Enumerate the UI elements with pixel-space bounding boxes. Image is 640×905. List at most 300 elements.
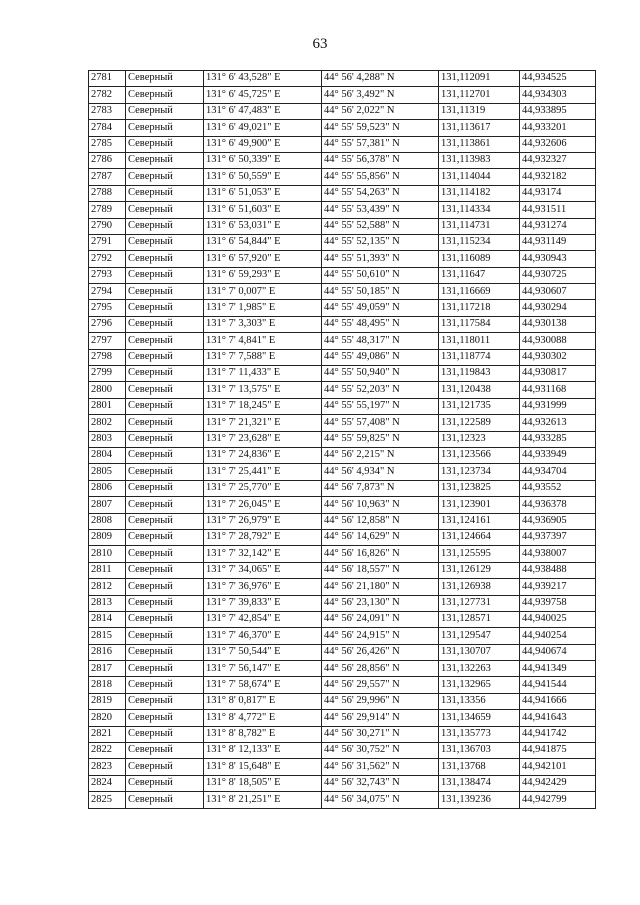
latitude-dms-cell: 44° 56' 2,215" N bbox=[322, 447, 439, 463]
table-row bbox=[89, 398, 596, 414]
table-row bbox=[89, 595, 596, 611]
latitude-dms-cell: 44° 55' 54,263" N bbox=[322, 185, 439, 201]
point-number-cell: 2798 bbox=[89, 349, 126, 365]
latitude-decimal-cell: 44,942429 bbox=[520, 775, 596, 791]
latitude-decimal-cell: 44,941742 bbox=[520, 726, 596, 742]
coordinates-table-body bbox=[89, 71, 596, 809]
latitude-decimal-cell: 44,940025 bbox=[520, 611, 596, 627]
latitude-decimal-cell: 44,930294 bbox=[520, 300, 596, 316]
table-row bbox=[89, 529, 596, 545]
table-row bbox=[89, 775, 596, 791]
latitude-dms-cell: 44° 56' 26,426" N bbox=[322, 644, 439, 660]
latitude-decimal-cell: 44,933285 bbox=[520, 431, 596, 447]
latitude-decimal-cell: 44,93552 bbox=[520, 480, 596, 496]
latitude-decimal-cell: 44,931168 bbox=[520, 382, 596, 398]
area-name-cell: Северный bbox=[126, 152, 204, 168]
longitude-dms-cell: 131° 7' 11,433" E bbox=[204, 366, 322, 382]
area-name-cell: Северный bbox=[126, 87, 204, 103]
area-name-cell: Северный bbox=[126, 349, 204, 365]
table-row bbox=[89, 677, 596, 693]
area-name-cell: Северный bbox=[126, 726, 204, 742]
latitude-decimal-cell: 44,930607 bbox=[520, 284, 596, 300]
point-number-cell: 2819 bbox=[89, 693, 126, 709]
point-number-cell: 2796 bbox=[89, 316, 126, 332]
latitude-decimal-cell: 44,933201 bbox=[520, 120, 596, 136]
table-row bbox=[89, 513, 596, 529]
longitude-decimal-cell: 131,114334 bbox=[439, 202, 520, 218]
point-number-cell: 2805 bbox=[89, 464, 126, 480]
longitude-dms-cell: 131° 6' 43,528" E bbox=[204, 71, 322, 87]
table-row bbox=[89, 120, 596, 136]
longitude-decimal-cell: 131,13356 bbox=[439, 693, 520, 709]
latitude-decimal-cell: 44,930725 bbox=[520, 267, 596, 283]
latitude-decimal-cell: 44,936378 bbox=[520, 497, 596, 513]
latitude-decimal-cell: 44,939758 bbox=[520, 595, 596, 611]
table-row bbox=[89, 251, 596, 267]
point-number-cell: 2806 bbox=[89, 480, 126, 496]
latitude-decimal-cell: 44,934704 bbox=[520, 464, 596, 480]
longitude-decimal-cell: 131,125595 bbox=[439, 546, 520, 562]
longitude-dms-cell: 131° 7' 32,142" E bbox=[204, 546, 322, 562]
longitude-decimal-cell: 131,11319 bbox=[439, 103, 520, 119]
table-row bbox=[89, 431, 596, 447]
longitude-dms-cell: 131° 8' 8,782" E bbox=[204, 726, 322, 742]
point-number-cell: 2797 bbox=[89, 333, 126, 349]
longitude-decimal-cell: 131,129547 bbox=[439, 628, 520, 644]
longitude-dms-cell: 131° 7' 50,544" E bbox=[204, 644, 322, 660]
latitude-dms-cell: 44° 55' 53,439" N bbox=[322, 202, 439, 218]
longitude-decimal-cell: 131,117218 bbox=[439, 300, 520, 316]
area-name-cell: Северный bbox=[126, 743, 204, 759]
point-number-cell: 2807 bbox=[89, 497, 126, 513]
point-number-cell: 2809 bbox=[89, 529, 126, 545]
area-name-cell: Северный bbox=[126, 185, 204, 201]
area-name-cell: Северный bbox=[126, 251, 204, 267]
longitude-decimal-cell: 131,132263 bbox=[439, 661, 520, 677]
table-row bbox=[89, 103, 596, 119]
latitude-dms-cell: 44° 55' 52,203" N bbox=[322, 382, 439, 398]
longitude-decimal-cell: 131,134659 bbox=[439, 710, 520, 726]
longitude-dms-cell: 131° 7' 0,007" E bbox=[204, 284, 322, 300]
area-name-cell: Северный bbox=[126, 464, 204, 480]
latitude-decimal-cell: 44,934525 bbox=[520, 71, 596, 87]
longitude-decimal-cell: 131,117584 bbox=[439, 316, 520, 332]
point-number-cell: 2787 bbox=[89, 169, 126, 185]
latitude-decimal-cell: 44,933949 bbox=[520, 447, 596, 463]
longitude-decimal-cell: 131,130707 bbox=[439, 644, 520, 660]
longitude-dms-cell: 131° 7' 26,979" E bbox=[204, 513, 322, 529]
area-name-cell: Северный bbox=[126, 169, 204, 185]
latitude-decimal-cell: 44,932613 bbox=[520, 415, 596, 431]
longitude-decimal-cell: 131,135773 bbox=[439, 726, 520, 742]
longitude-dms-cell: 131° 7' 23,628" E bbox=[204, 431, 322, 447]
area-name-cell: Северный bbox=[126, 595, 204, 611]
latitude-decimal-cell: 44,938007 bbox=[520, 546, 596, 562]
table-row bbox=[89, 628, 596, 644]
latitude-dms-cell: 44° 55' 55,197" N bbox=[322, 398, 439, 414]
point-number-cell: 2808 bbox=[89, 513, 126, 529]
latitude-decimal-cell: 44,941544 bbox=[520, 677, 596, 693]
latitude-dms-cell: 44° 56' 4,288" N bbox=[322, 71, 439, 87]
table-row bbox=[89, 497, 596, 513]
latitude-dms-cell: 44° 56' 29,914" N bbox=[322, 710, 439, 726]
longitude-dms-cell: 131° 7' 26,045" E bbox=[204, 497, 322, 513]
longitude-dms-cell: 131° 7' 58,674" E bbox=[204, 677, 322, 693]
latitude-dms-cell: 44° 56' 18,557" N bbox=[322, 562, 439, 578]
latitude-decimal-cell: 44,941643 bbox=[520, 710, 596, 726]
longitude-dms-cell: 131° 6' 51,603" E bbox=[204, 202, 322, 218]
longitude-dms-cell: 131° 7' 7,588" E bbox=[204, 349, 322, 365]
area-name-cell: Северный bbox=[126, 628, 204, 644]
longitude-decimal-cell: 131,113861 bbox=[439, 136, 520, 152]
longitude-dms-cell: 131° 7' 34,065" E bbox=[204, 562, 322, 578]
table-row bbox=[89, 218, 596, 234]
area-name-cell: Северный bbox=[126, 136, 204, 152]
area-name-cell: Северный bbox=[126, 284, 204, 300]
table-row bbox=[89, 284, 596, 300]
area-name-cell: Северный bbox=[126, 218, 204, 234]
latitude-decimal-cell: 44,941666 bbox=[520, 693, 596, 709]
area-name-cell: Северный bbox=[126, 693, 204, 709]
longitude-dms-cell: 131° 7' 4,841" E bbox=[204, 333, 322, 349]
table-row bbox=[89, 202, 596, 218]
table-row bbox=[89, 562, 596, 578]
latitude-dms-cell: 44° 55' 50,940" N bbox=[322, 366, 439, 382]
longitude-decimal-cell: 131,124161 bbox=[439, 513, 520, 529]
longitude-decimal-cell: 131,120438 bbox=[439, 382, 520, 398]
longitude-decimal-cell: 131,13768 bbox=[439, 759, 520, 775]
latitude-dms-cell: 44° 56' 12,858" N bbox=[322, 513, 439, 529]
point-number-cell: 2792 bbox=[89, 251, 126, 267]
longitude-dms-cell: 131° 7' 42,854" E bbox=[204, 611, 322, 627]
table-row bbox=[89, 464, 596, 480]
longitude-dms-cell: 131° 7' 25,441" E bbox=[204, 464, 322, 480]
point-number-cell: 2786 bbox=[89, 152, 126, 168]
longitude-decimal-cell: 131,115234 bbox=[439, 234, 520, 250]
table-row bbox=[89, 169, 596, 185]
longitude-decimal-cell: 131,127731 bbox=[439, 595, 520, 611]
area-name-cell: Северный bbox=[126, 382, 204, 398]
point-number-cell: 2782 bbox=[89, 87, 126, 103]
point-number-cell: 2818 bbox=[89, 677, 126, 693]
latitude-decimal-cell: 44,930088 bbox=[520, 333, 596, 349]
latitude-decimal-cell: 44,942799 bbox=[520, 792, 596, 808]
longitude-decimal-cell: 131,124664 bbox=[439, 529, 520, 545]
area-name-cell: Северный bbox=[126, 759, 204, 775]
longitude-dms-cell: 131° 6' 51,053" E bbox=[204, 185, 322, 201]
table-row bbox=[89, 726, 596, 742]
latitude-decimal-cell: 44,939217 bbox=[520, 579, 596, 595]
table-row bbox=[89, 710, 596, 726]
table-row bbox=[89, 480, 596, 496]
longitude-decimal-cell: 131,138474 bbox=[439, 775, 520, 791]
longitude-decimal-cell: 131,122589 bbox=[439, 415, 520, 431]
longitude-decimal-cell: 131,123901 bbox=[439, 497, 520, 513]
area-name-cell: Северный bbox=[126, 497, 204, 513]
longitude-dms-cell: 131° 7' 28,792" E bbox=[204, 529, 322, 545]
area-name-cell: Северный bbox=[126, 234, 204, 250]
longitude-dms-cell: 131° 7' 13,575" E bbox=[204, 382, 322, 398]
longitude-dms-cell: 131° 7' 21,321" E bbox=[204, 415, 322, 431]
latitude-dms-cell: 44° 56' 28,856" N bbox=[322, 661, 439, 677]
table-row bbox=[89, 415, 596, 431]
point-number-cell: 2784 bbox=[89, 120, 126, 136]
longitude-dms-cell: 131° 6' 50,559" E bbox=[204, 169, 322, 185]
table-row bbox=[89, 349, 596, 365]
table-row bbox=[89, 382, 596, 398]
longitude-decimal-cell: 131,114182 bbox=[439, 185, 520, 201]
latitude-decimal-cell: 44,930817 bbox=[520, 366, 596, 382]
longitude-dms-cell: 131° 6' 49,900" E bbox=[204, 136, 322, 152]
longitude-dms-cell: 131° 6' 45,725" E bbox=[204, 87, 322, 103]
area-name-cell: Северный bbox=[126, 447, 204, 463]
latitude-dms-cell: 44° 55' 52,135" N bbox=[322, 234, 439, 250]
longitude-dms-cell: 131° 6' 47,483" E bbox=[204, 103, 322, 119]
table-row bbox=[89, 546, 596, 562]
table-row bbox=[89, 267, 596, 283]
area-name-cell: Северный bbox=[126, 677, 204, 693]
area-name-cell: Северный bbox=[126, 792, 204, 808]
longitude-dms-cell: 131° 8' 15,648" E bbox=[204, 759, 322, 775]
longitude-decimal-cell: 131,123734 bbox=[439, 464, 520, 480]
area-name-cell: Северный bbox=[126, 562, 204, 578]
point-number-cell: 2820 bbox=[89, 710, 126, 726]
latitude-dms-cell: 44° 56' 23,130" N bbox=[322, 595, 439, 611]
point-number-cell: 2799 bbox=[89, 366, 126, 382]
latitude-decimal-cell: 44,932606 bbox=[520, 136, 596, 152]
latitude-dms-cell: 44° 56' 7,873" N bbox=[322, 480, 439, 496]
latitude-decimal-cell: 44,931999 bbox=[520, 398, 596, 414]
area-name-cell: Северный bbox=[126, 546, 204, 562]
longitude-dms-cell: 131° 7' 46,370" E bbox=[204, 628, 322, 644]
point-number-cell: 2802 bbox=[89, 415, 126, 431]
longitude-decimal-cell: 131,113617 bbox=[439, 120, 520, 136]
latitude-dms-cell: 44° 56' 29,996" N bbox=[322, 693, 439, 709]
point-number-cell: 2816 bbox=[89, 644, 126, 660]
latitude-decimal-cell: 44,940254 bbox=[520, 628, 596, 644]
latitude-decimal-cell: 44,932327 bbox=[520, 152, 596, 168]
latitude-dms-cell: 44° 55' 57,381" N bbox=[322, 136, 439, 152]
table-row bbox=[89, 234, 596, 250]
latitude-dms-cell: 44° 55' 51,393" N bbox=[322, 251, 439, 267]
longitude-dms-cell: 131° 7' 39,833" E bbox=[204, 595, 322, 611]
latitude-dms-cell: 44° 56' 24,091" N bbox=[322, 611, 439, 627]
point-number-cell: 2825 bbox=[89, 792, 126, 808]
area-name-cell: Северный bbox=[126, 333, 204, 349]
area-name-cell: Северный bbox=[126, 120, 204, 136]
latitude-dms-cell: 44° 55' 52,588" N bbox=[322, 218, 439, 234]
longitude-decimal-cell: 131,114044 bbox=[439, 169, 520, 185]
latitude-dms-cell: 44° 56' 2,022" N bbox=[322, 103, 439, 119]
area-name-cell: Северный bbox=[126, 103, 204, 119]
latitude-dms-cell: 44° 55' 59,523" N bbox=[322, 120, 439, 136]
longitude-dms-cell: 131° 7' 36,976" E bbox=[204, 579, 322, 595]
longitude-decimal-cell: 131,112701 bbox=[439, 87, 520, 103]
latitude-dms-cell: 44° 56' 16,826" N bbox=[322, 546, 439, 562]
table-row bbox=[89, 447, 596, 463]
table-row bbox=[89, 611, 596, 627]
latitude-dms-cell: 44° 55' 59,825" N bbox=[322, 431, 439, 447]
latitude-dms-cell: 44° 56' 29,557" N bbox=[322, 677, 439, 693]
latitude-dms-cell: 44° 56' 32,743" N bbox=[322, 775, 439, 791]
point-number-cell: 2813 bbox=[89, 595, 126, 611]
point-number-cell: 2785 bbox=[89, 136, 126, 152]
latitude-dms-cell: 44° 55' 55,856" N bbox=[322, 169, 439, 185]
point-number-cell: 2811 bbox=[89, 562, 126, 578]
longitude-dms-cell: 131° 6' 59,293" E bbox=[204, 267, 322, 283]
area-name-cell: Северный bbox=[126, 267, 204, 283]
point-number-cell: 2789 bbox=[89, 202, 126, 218]
latitude-dms-cell: 44° 56' 14,629" N bbox=[322, 529, 439, 545]
longitude-decimal-cell: 131,116089 bbox=[439, 251, 520, 267]
point-number-cell: 2800 bbox=[89, 382, 126, 398]
latitude-dms-cell: 44° 55' 48,495" N bbox=[322, 316, 439, 332]
point-number-cell: 2788 bbox=[89, 185, 126, 201]
longitude-dms-cell: 131° 8' 0,817" E bbox=[204, 693, 322, 709]
longitude-dms-cell: 131° 7' 25,770" E bbox=[204, 480, 322, 496]
area-name-cell: Северный bbox=[126, 529, 204, 545]
point-number-cell: 2812 bbox=[89, 579, 126, 595]
latitude-dms-cell: 44° 56' 21,180" N bbox=[322, 579, 439, 595]
longitude-decimal-cell: 131,116669 bbox=[439, 284, 520, 300]
longitude-decimal-cell: 131,126129 bbox=[439, 562, 520, 578]
area-name-cell: Северный bbox=[126, 579, 204, 595]
latitude-decimal-cell: 44,930302 bbox=[520, 349, 596, 365]
table-row bbox=[89, 743, 596, 759]
point-number-cell: 2781 bbox=[89, 71, 126, 87]
point-number-cell: 2793 bbox=[89, 267, 126, 283]
area-name-cell: Северный bbox=[126, 513, 204, 529]
longitude-decimal-cell: 131,112091 bbox=[439, 71, 520, 87]
longitude-dms-cell: 131° 6' 50,339" E bbox=[204, 152, 322, 168]
point-number-cell: 2804 bbox=[89, 447, 126, 463]
point-number-cell: 2803 bbox=[89, 431, 126, 447]
longitude-decimal-cell: 131,12323 bbox=[439, 431, 520, 447]
latitude-decimal-cell: 44,93174 bbox=[520, 185, 596, 201]
point-number-cell: 2795 bbox=[89, 300, 126, 316]
table-row bbox=[89, 71, 596, 87]
latitude-dms-cell: 44° 55' 49,086" N bbox=[322, 349, 439, 365]
longitude-dms-cell: 131° 8' 4,772" E bbox=[204, 710, 322, 726]
longitude-decimal-cell: 131,123566 bbox=[439, 447, 520, 463]
longitude-dms-cell: 131° 7' 18,245" E bbox=[204, 398, 322, 414]
area-name-cell: Северный bbox=[126, 415, 204, 431]
table-row bbox=[89, 136, 596, 152]
table-row bbox=[89, 644, 596, 660]
latitude-decimal-cell: 44,930943 bbox=[520, 251, 596, 267]
area-name-cell: Северный bbox=[126, 366, 204, 382]
page-number: 63 bbox=[312, 36, 328, 52]
longitude-dms-cell: 131° 7' 56,147" E bbox=[204, 661, 322, 677]
point-number-cell: 2823 bbox=[89, 759, 126, 775]
latitude-dms-cell: 44° 56' 34,075" N bbox=[322, 792, 439, 808]
point-number-cell: 2783 bbox=[89, 103, 126, 119]
latitude-decimal-cell: 44,936905 bbox=[520, 513, 596, 529]
longitude-decimal-cell: 131,113983 bbox=[439, 152, 520, 168]
latitude-dms-cell: 44° 56' 31,562" N bbox=[322, 759, 439, 775]
latitude-decimal-cell: 44,930138 bbox=[520, 316, 596, 332]
longitude-decimal-cell: 131,128571 bbox=[439, 611, 520, 627]
longitude-decimal-cell: 131,114731 bbox=[439, 218, 520, 234]
longitude-decimal-cell: 131,118774 bbox=[439, 349, 520, 365]
latitude-dms-cell: 44° 56' 3,492" N bbox=[322, 87, 439, 103]
longitude-decimal-cell: 131,121735 bbox=[439, 398, 520, 414]
area-name-cell: Северный bbox=[126, 300, 204, 316]
latitude-decimal-cell: 44,938488 bbox=[520, 562, 596, 578]
area-name-cell: Северный bbox=[126, 661, 204, 677]
latitude-dms-cell: 44° 56' 24,915" N bbox=[322, 628, 439, 644]
latitude-decimal-cell: 44,933895 bbox=[520, 103, 596, 119]
latitude-dms-cell: 44° 56' 10,963" N bbox=[322, 497, 439, 513]
longitude-decimal-cell: 131,118011 bbox=[439, 333, 520, 349]
longitude-dms-cell: 131° 8' 12,133" E bbox=[204, 743, 322, 759]
longitude-decimal-cell: 131,123825 bbox=[439, 480, 520, 496]
latitude-dms-cell: 44° 55' 56,378" N bbox=[322, 152, 439, 168]
latitude-dms-cell: 44° 56' 4,934" N bbox=[322, 464, 439, 480]
latitude-decimal-cell: 44,940674 bbox=[520, 644, 596, 660]
coordinates-table bbox=[88, 70, 596, 809]
point-number-cell: 2822 bbox=[89, 743, 126, 759]
longitude-dms-cell: 131° 6' 49,021" E bbox=[204, 120, 322, 136]
longitude-decimal-cell: 131,136703 bbox=[439, 743, 520, 759]
point-number-cell: 2815 bbox=[89, 628, 126, 644]
longitude-dms-cell: 131° 7' 24,836" E bbox=[204, 447, 322, 463]
longitude-decimal-cell: 131,119843 bbox=[439, 366, 520, 382]
latitude-decimal-cell: 44,937397 bbox=[520, 529, 596, 545]
longitude-dms-cell: 131° 6' 57,920" E bbox=[204, 251, 322, 267]
table-row bbox=[89, 152, 596, 168]
area-name-cell: Северный bbox=[126, 202, 204, 218]
longitude-dms-cell: 131° 6' 53,031" E bbox=[204, 218, 322, 234]
latitude-dms-cell: 44° 55' 50,185" N bbox=[322, 284, 439, 300]
table-row bbox=[89, 87, 596, 103]
latitude-decimal-cell: 44,941349 bbox=[520, 661, 596, 677]
table-row bbox=[89, 333, 596, 349]
latitude-decimal-cell: 44,931274 bbox=[520, 218, 596, 234]
point-number-cell: 2814 bbox=[89, 611, 126, 627]
point-number-cell: 2791 bbox=[89, 234, 126, 250]
point-number-cell: 2794 bbox=[89, 284, 126, 300]
latitude-decimal-cell: 44,932182 bbox=[520, 169, 596, 185]
point-number-cell: 2817 bbox=[89, 661, 126, 677]
latitude-decimal-cell: 44,931149 bbox=[520, 234, 596, 250]
latitude-dms-cell: 44° 56' 30,271" N bbox=[322, 726, 439, 742]
table-row bbox=[89, 759, 596, 775]
latitude-dms-cell: 44° 55' 57,408" N bbox=[322, 415, 439, 431]
area-name-cell: Северный bbox=[126, 644, 204, 660]
latitude-decimal-cell: 44,942101 bbox=[520, 759, 596, 775]
longitude-decimal-cell: 131,139236 bbox=[439, 792, 520, 808]
table-row bbox=[89, 792, 596, 808]
latitude-decimal-cell: 44,931511 bbox=[520, 202, 596, 218]
latitude-dms-cell: 44° 56' 30,752" N bbox=[322, 743, 439, 759]
longitude-decimal-cell: 131,132965 bbox=[439, 677, 520, 693]
area-name-cell: Северный bbox=[126, 398, 204, 414]
table-row bbox=[89, 693, 596, 709]
latitude-dms-cell: 44° 55' 48,317" N bbox=[322, 333, 439, 349]
point-number-cell: 2821 bbox=[89, 726, 126, 742]
latitude-decimal-cell: 44,941875 bbox=[520, 743, 596, 759]
point-number-cell: 2801 bbox=[89, 398, 126, 414]
longitude-dms-cell: 131° 8' 18,505" E bbox=[204, 775, 322, 791]
table-row bbox=[89, 661, 596, 677]
table-row bbox=[89, 300, 596, 316]
table-row bbox=[89, 366, 596, 382]
point-number-cell: 2810 bbox=[89, 546, 126, 562]
area-name-cell: Северный bbox=[126, 316, 204, 332]
latitude-decimal-cell: 44,934303 bbox=[520, 87, 596, 103]
table-row bbox=[89, 579, 596, 595]
